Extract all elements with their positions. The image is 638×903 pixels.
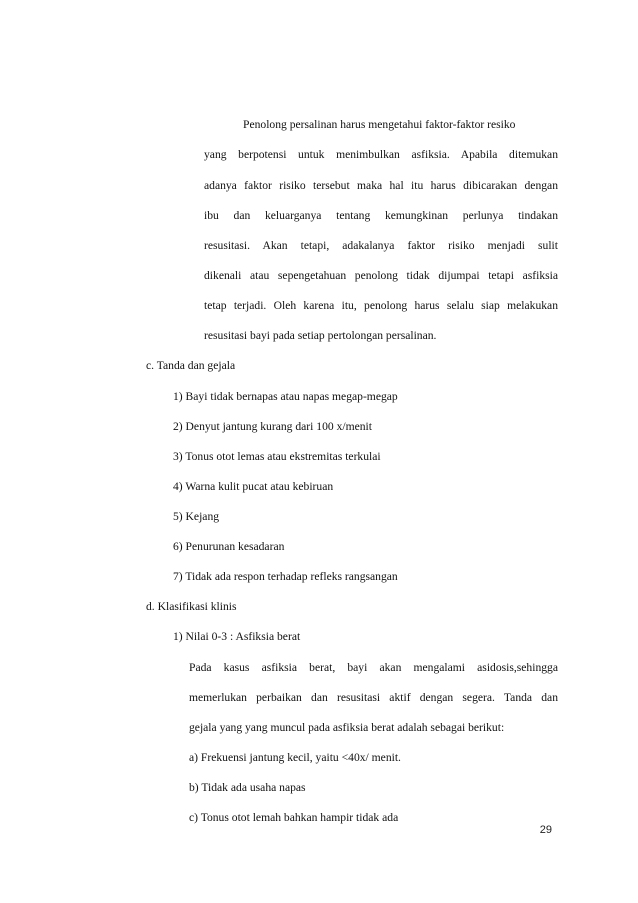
paragraph-line: resusitasi. Akan tetapi, adakalanya faktor risiko menjadi sulit xyxy=(204,239,558,252)
paragraph-line: gejala yang yang muncul pada asfiksia berat adalah sebagai berikut: xyxy=(189,721,505,734)
section-heading: d. Klasifikasi klinis xyxy=(146,600,237,613)
list-item: 4) Warna kulit pucat atau kebiruan xyxy=(173,480,334,493)
section-heading: c. Tanda dan gejala xyxy=(146,359,236,372)
list-item: 7) Tidak ada respon terhadap refleks rangsangan xyxy=(173,570,398,583)
list-item: 5) Kejang xyxy=(173,510,220,523)
paragraph-line: resusitasi bayi pada setiap pertolongan persalinan. xyxy=(204,329,437,342)
list-item: 1) Nilai 0-3 : Asfiksia berat xyxy=(173,630,301,643)
paragraph-line: Pada kasus asfiksia berat, bayi akan mengalami asidosis,sehingga xyxy=(189,661,558,674)
list-item: 1) Bayi tidak bernapas atau napas megap-megap xyxy=(173,390,398,403)
list-item: 3) Tonus otot lemas atau ekstremitas terkulai xyxy=(173,450,381,463)
sub-list-item: a) Frekuensi jantung kecil, yaitu <40x/ menit. xyxy=(189,751,401,764)
paragraph-line: Penolong persalinan harus mengetahui faktor-faktor resiko xyxy=(243,118,516,131)
list-item: 2) Denyut jantung kurang dari 100 x/menit xyxy=(173,420,372,433)
paragraph-line: tetap terjadi. Oleh karena itu, penolong harus selalu siap melakukan xyxy=(204,299,558,312)
paragraph-line: adanya faktor risiko tersebut maka hal itu harus dibicarakan dengan xyxy=(204,179,558,192)
sub-list-item: c) Tonus otot lemah bahkan hampir tidak ada xyxy=(189,811,399,824)
paragraph-line: ibu dan keluarganya tentang kemungkinan perlunya tindakan xyxy=(204,209,558,222)
sub-list-item: b) Tidak ada usaha napas xyxy=(189,781,306,794)
paragraph-line: dikenali atau sepengetahuan penolong tidak dijumpai tetapi asfiksia xyxy=(204,269,558,282)
list-item: 6) Penurunan kesadaran xyxy=(173,540,285,553)
page-number: 29 xyxy=(539,824,552,836)
paragraph-line: memerlukan perbaikan dan resusitasi aktif dengan segera. Tanda dan xyxy=(189,691,558,704)
paragraph-line: yang berpotensi untuk menimbulkan asfiksia. Apabila ditemukan xyxy=(204,148,558,161)
